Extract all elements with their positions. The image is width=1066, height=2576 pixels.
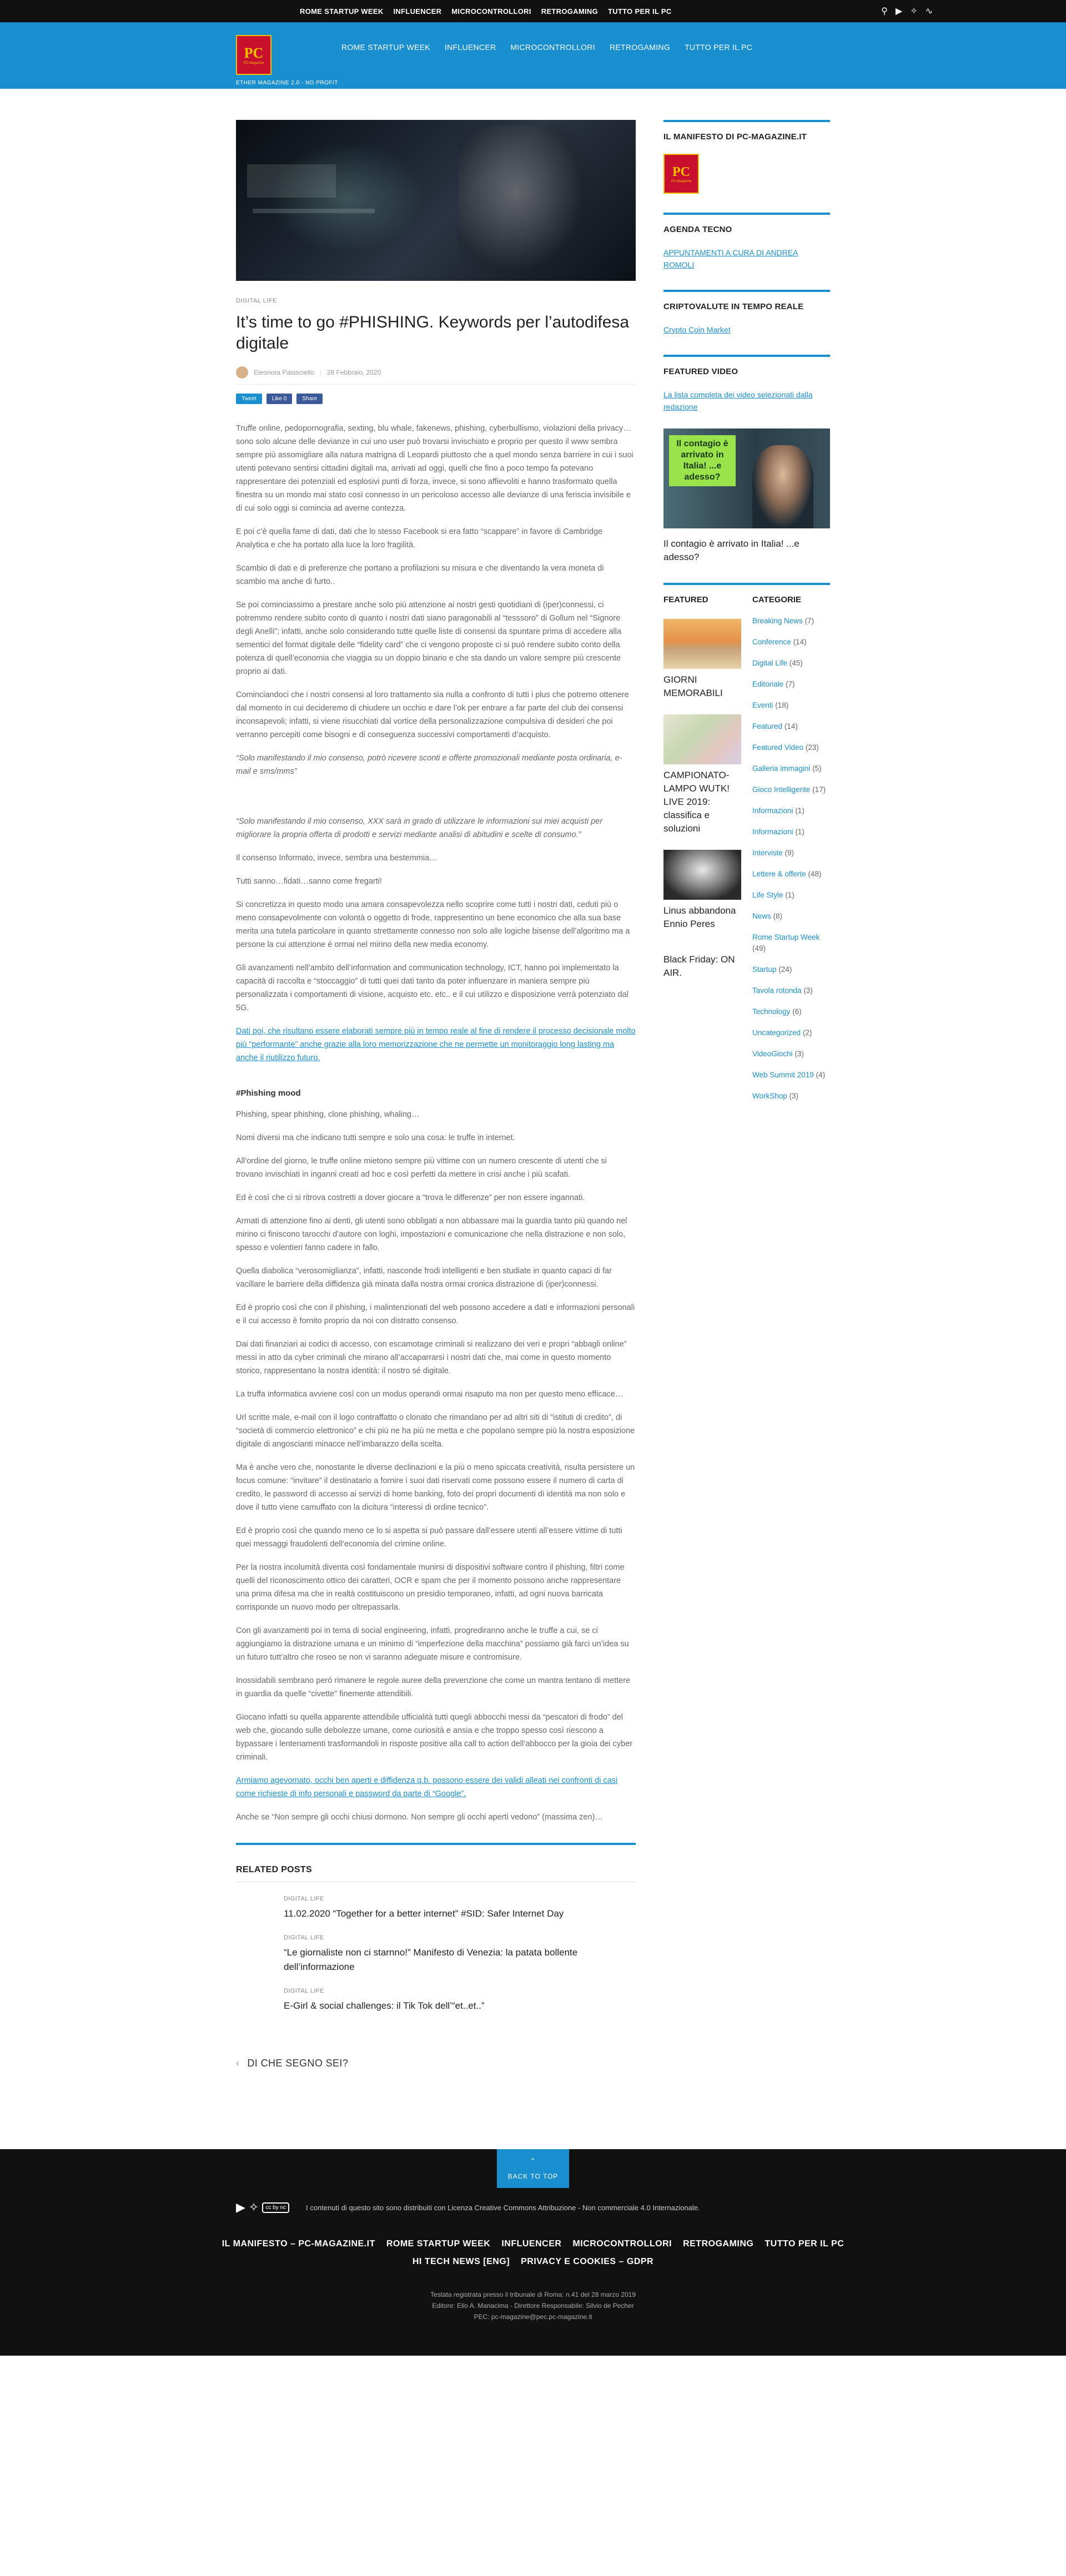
category-item[interactable] xyxy=(752,742,830,753)
category-item[interactable] xyxy=(752,964,830,975)
video-thumb-text: Il contagio è arrivato in Italia! ...e adesso? xyxy=(669,435,736,486)
category-count: (1) xyxy=(795,828,804,836)
rss-icon[interactable]: ∿ xyxy=(925,7,933,16)
main-nav-item[interactable]: MICROCONTROLLORI xyxy=(510,43,595,52)
footer-nav-item[interactable]: IL MANIFESTO – PC-MAGAZINE.IT xyxy=(222,2239,375,2249)
category-count: (18) xyxy=(775,701,789,709)
legal-info xyxy=(0,2289,1066,2322)
related-category[interactable]: DIGITAL LIFE xyxy=(284,1988,324,1994)
site-footer xyxy=(0,2149,1066,2356)
chevron-left-icon: ‹ xyxy=(236,2058,240,2069)
category-name[interactable]: Web Summit 2019 xyxy=(752,1071,814,1079)
footer-nav-item[interactable]: HI TECH NEWS [ENG] xyxy=(412,2257,510,2266)
widget-title: FEATURED xyxy=(663,595,708,604)
category-item[interactable] xyxy=(752,679,830,690)
category-item[interactable] xyxy=(752,911,830,922)
categories-column xyxy=(752,595,830,1112)
featured-title[interactable]: Black Friday: ON AIR. xyxy=(663,954,735,978)
category-count: (7) xyxy=(804,617,814,625)
footer-nav-item[interactable]: RETROGAMING xyxy=(683,2239,754,2249)
category-count: (4) xyxy=(816,1071,826,1079)
paragraph: Armati di attenzione fino ai denti, gli utenti sono obbligati a non abbassare mai la guardia tanto più quando nel mirino ci finiscono tarocchi d’autore con loghi, impostazioni e comunicazione che nella distrazione e non solo, spesso e volentieri fanno cadere in fallo. xyxy=(236,1217,627,1252)
category-name[interactable]: Rome Startup Week xyxy=(752,933,820,941)
inline-link[interactable]: Armiamo agevomato, occhi ben aperti e diffidenza q.b. possono essere dei validi alleati nei confronti di casi come richieste di info personali e password da parte di “Google”. xyxy=(236,1776,618,1798)
related-posts xyxy=(236,1865,636,2069)
category-count: (8) xyxy=(773,912,783,920)
widget-title: AGENDA TECNO xyxy=(663,225,732,234)
category-item[interactable] xyxy=(752,1027,830,1039)
featured-thumbnail[interactable] xyxy=(663,850,741,900)
youtube-icon[interactable]: ▶ xyxy=(236,2200,245,2214)
category-list xyxy=(752,616,830,1102)
paragraph: Scambio di dati e di preferenze che portano a profilazioni su misura e che diventando la vera moneta di scambio ma anche di furto.. xyxy=(236,564,604,586)
footer-nav-item[interactable]: MICROCONTROLLORI xyxy=(572,2239,672,2249)
featured-video-thumbnail[interactable] xyxy=(663,429,830,528)
crypto-widget xyxy=(663,290,830,336)
category-name[interactable]: Conference xyxy=(752,638,791,646)
category-name[interactable]: Featured xyxy=(752,722,783,730)
category-count: (23) xyxy=(805,743,819,752)
video-list-link[interactable]: La lista completa dei video selezionati dalla redazione xyxy=(663,390,813,411)
license-block xyxy=(236,2200,830,2215)
back-to-top-button[interactable] xyxy=(497,2149,569,2188)
paragraph: Dai dati finanziari ai codici di accesso, con escamotage criminali si realizzano dei veri e propri “abbagli online” messi in atto da cyber criminali che mirano all’accaparrarsi i nostri dati che, mai come in questo momento storico, rappresentano la nostra identità: il nostro sé digitale. xyxy=(236,1340,627,1375)
footer-nav xyxy=(0,2239,1066,2267)
category-name[interactable]: VideoGiochi xyxy=(752,1050,793,1058)
category-item[interactable] xyxy=(752,826,830,838)
category-name[interactable]: Gioco Intelligente xyxy=(752,785,811,794)
article-column xyxy=(236,120,636,2069)
paragraph: Ed è proprio così che con il phishing, i malintenzionati del web possono accedere a dati e informazioni personali e il cui accesso è fornito proprio da noi con distratto consenso. xyxy=(236,1303,635,1325)
license-text[interactable]: I contenuti di questo sito sono distribuiti con Licenza Creative Commons Attribuzione - Non commerciale 4.0 Internazionale. xyxy=(306,2203,700,2212)
site-tagline: ETHER MAGAZINE 2.0 - NO PROFIT xyxy=(236,80,338,86)
paragraph: Giocano infatti su quella apparente attendibile ufficialità tutti quegli abbocchi messi da “pescatori di frodo” del web che, giocando sulle debolezze umane, come curiosità e ansia e che troppo spesso così riescono a bypassare i lentenamenti trasformandoli in risposte positive alla call to action dell’abbocco per la gioia dei cyber criminali. xyxy=(236,1713,633,1762)
legal-line: PEC: pc-magazine@pec.pc-magazine.it xyxy=(474,2313,592,2321)
quote: “Solo manifestando il mio consenso, XXX sarà in grado di utilizzare le informazioni sui miei acquisti per migliorare la propria offerta di prodotti e servizi mediante analisi di abitudini e scelte di consumo.” xyxy=(236,817,603,839)
chevron-up-icon: ⌃ xyxy=(530,2157,536,2165)
category-name[interactable]: Informazioni xyxy=(752,828,793,836)
tweet-button[interactable]: Tweet xyxy=(236,394,262,404)
top-nav-item[interactable]: INFLUENCER xyxy=(393,7,442,16)
category-name[interactable]: WorkShop xyxy=(752,1092,787,1100)
top-icons xyxy=(881,6,933,17)
category-count: (49) xyxy=(752,944,766,952)
category-item[interactable] xyxy=(752,869,830,880)
main-nav-item[interactable]: TUTTO PER IL PC xyxy=(685,43,753,52)
category-count: (14) xyxy=(793,638,807,646)
related-category[interactable]: DIGITAL LIFE xyxy=(284,1896,324,1902)
category-count: (7) xyxy=(786,680,795,688)
paragraph: E poi c’è quella fame di dati, dati che lo stesso Facebook si era fatto “scappare” in favore di Cambridge Analytica e che ha portato alla luce la loro fragilità. xyxy=(236,527,603,550)
legal-line: Editore: Elio A. Mariacima - Direttore Responsabile: Silvio de Pecher xyxy=(432,2302,634,2310)
featured-video-title[interactable]: Il contagio è arrivato in Italia! ...e adesso? xyxy=(663,538,800,562)
top-bar xyxy=(0,0,1066,22)
related-heading: RELATED POSTS xyxy=(236,1865,636,1882)
paragraph: Il consenso Informato, invece, sembra una bestemmia… xyxy=(236,854,438,863)
category-name[interactable]: Eventi xyxy=(752,701,773,709)
footer-social-icons xyxy=(236,2200,289,2215)
category-item[interactable] xyxy=(752,721,830,732)
like-button[interactable]: Like 0 xyxy=(266,394,293,404)
category-item[interactable] xyxy=(752,700,830,711)
category-item[interactable] xyxy=(752,1070,830,1081)
paragraph: La truffa informatica avviene così con un modus operandi ormai risaputo ma non per questo meno efficace… xyxy=(236,1390,623,1399)
footer-nav-item[interactable]: TUTTO PER IL PC xyxy=(765,2239,844,2249)
category-count: (45) xyxy=(789,659,803,667)
related-item[interactable] xyxy=(284,1988,636,2013)
creative-commons-icon[interactable]: cc by nc xyxy=(262,2202,289,2213)
paragraph: Con gli avanzamenti poi in tema di social engineering, infatti, progrediranno anche le truffe a cui, se ci aggiungiamo la distrazione umana e un minimo di “imperfezione della macchina” possiamo già farci un’idea su un futuro tutt’altro che roseo se non vi saranno adeguate misure e contromisure. xyxy=(236,1626,629,1662)
top-nav-item[interactable]: TUTTO PER IL PC xyxy=(608,7,672,16)
sidebar xyxy=(663,120,830,2069)
paragraph: Quella diabolica “verosomiglianza”, infatti, nasconde frodi intelligenti e ben studiate in quanto capaci di far vacillare le barriere della diffidenza già minata dalla nostra ormai cronica distrazione di (iper)connessi. xyxy=(236,1267,612,1289)
category-count: (2) xyxy=(802,1029,812,1037)
top-nav-item[interactable]: MICROCONTROLLORI xyxy=(451,7,531,16)
video-widget xyxy=(663,355,830,564)
category-name[interactable]: Technology xyxy=(752,1007,791,1016)
paragraph: Ma è anche vero che, nonostante le diverse declinazioni e la più o meno spiccata creatività, risulta persistere un focus comune: “invitare” il destinatario a fornire i suoi dati riservati come possono essere il numero di carta di credito, le password di accesso ai servizi di home banking, foto dei propri documenti di identità ma non solo e dove il tutto viene camuffato con la dicitura “interessi di ordine tecnico”. xyxy=(236,1463,635,1512)
author-name[interactable]: Eleonora Palasciello xyxy=(254,369,314,376)
category-item[interactable] xyxy=(752,1006,830,1017)
category-count: (48) xyxy=(808,870,822,878)
top-nav-item[interactable]: RETROGAMING xyxy=(541,7,598,16)
legal-line: Testata registrata presso il tribunale di Roma: n.41 del 28 marzo 2019 xyxy=(430,2291,636,2298)
widget-title: CRIPTOVALUTE IN TEMPO REALE xyxy=(663,302,804,311)
article-hero-image xyxy=(236,120,636,281)
article-meta xyxy=(236,366,636,385)
top-nav-item[interactable]: ROME STARTUP WEEK xyxy=(300,7,384,16)
category-item[interactable] xyxy=(752,616,830,627)
category-name[interactable]: Galleria immagini xyxy=(752,764,811,773)
paragraph: Truffe online, pedopornografia, sexting, blu whale, fakenews, phishing, cyberbullismo, violazioni della privacy… sono solo alcune delle devianze in cui uno user può trovarsi invischiato e proprio per questo il www sembra sempre più assomigliare alla natura matrigna di Leopardi piuttosto che a quel mondo senza barriere in cui i suoi utenti potevano sentirsi cittadini digitali ma, arrivati ad oggi, quelli che fino a poco tempo fa potevano rappresentare dei potenziali ed esplosivi punti di forza, invece, si sono affievoliti e hanno trasformato quella finestra su un mondo mai stato così connesso in un pericoloso accesso alle devianze di una feriscia invisibile e di cui solo oggi si comincia ad averne contezza. xyxy=(236,424,633,513)
main-nav-item[interactable]: ROME STARTUP WEEK xyxy=(341,43,430,52)
category-name[interactable]: Startup xyxy=(752,965,777,974)
logo-text: PC xyxy=(244,45,264,61)
category-item[interactable] xyxy=(752,985,830,996)
category-count: (24) xyxy=(778,965,792,974)
category-item[interactable] xyxy=(752,637,830,648)
youtube-icon[interactable]: ▶ xyxy=(895,7,903,16)
main-nav-item[interactable]: INFLUENCER xyxy=(444,43,496,52)
related-item[interactable] xyxy=(284,1934,636,1974)
category-name[interactable]: Digital Life xyxy=(752,659,788,667)
article-body xyxy=(236,422,636,1824)
agenda-link[interactable]: APPUNTAMENTI A CURA DI ANDREA ROMOLI xyxy=(663,248,798,269)
category-count: (9) xyxy=(785,849,795,857)
logo-text: PC xyxy=(672,164,690,179)
category-count: (6) xyxy=(792,1007,802,1016)
share-button[interactable]: Share xyxy=(296,394,323,404)
category-item[interactable] xyxy=(752,890,830,901)
main-nav-item[interactable]: RETROGAMING xyxy=(609,43,671,52)
category-name[interactable]: Featured Video xyxy=(752,743,804,752)
category-name[interactable]: News xyxy=(752,912,771,920)
category-item[interactable] xyxy=(752,805,830,816)
category-name[interactable]: Tavola rotonda xyxy=(752,986,802,995)
category-item[interactable] xyxy=(752,784,830,795)
category-name[interactable]: Interviste xyxy=(752,849,783,857)
share-buttons xyxy=(236,394,636,404)
inline-link[interactable]: Dati poi, che risultano essere elaborati sempre più in tempo reale al fine di rendere il processo decisionale molto più “performante” anche grazie alla loro memorizzazione che ne permette un monitoraggio long lasting ma anche il riutilizzo futuro. xyxy=(236,1027,636,1062)
article-category[interactable]: DIGITAL LIFE xyxy=(236,298,277,304)
category-count: (1) xyxy=(785,891,795,899)
site-header xyxy=(0,22,1066,89)
category-count: (14) xyxy=(784,722,798,730)
paragraph: Tutti sanno…fidati…sanno come fregarti! xyxy=(236,877,383,886)
category-count: (3) xyxy=(795,1050,804,1058)
previous-post-link[interactable] xyxy=(236,2058,636,2069)
featured-column xyxy=(663,595,741,1112)
paragraph: Se poi cominciassimo a prestare anche solo più attenzione ai nostri gesti quotidiani di (iper)connessi, ci potremmo rendere subito conto di quanto i nostri dati siano paragonabili al “tesssoro” di Gollum nel “Signore degli Anelli”; infatti, anche solo considerando tutte quelle liste di consensi da spuntare prima di accedere alla sementici del format digitale delle “fidelity card” che ci vengono proposte ci si può rendere subito conto della potenza di quell’economia che viaggia su un doppio binario e che sta dando un valore sempre più crescente proprio ai dati. xyxy=(236,601,622,676)
paragraph: Per la nostra incolumità diventa così fondamentale munirsi di dispositivi software contro il phishing, filtri come quelli del riconoscimento ottico dei caratteri, OCR e spam che per il momento possono anche rappresentare una prima difesa ma che in realtà costituiscono un presidio temporaneo, infatti, ad ogni nuova barricata corrisponde un nuovo modo per oltrepassarla. xyxy=(236,1563,625,1612)
featured-title[interactable]: Linus abbandona Ennio Peres xyxy=(663,905,736,929)
quote: “Solo manifestando il mio consenso, potrò ricevere sconti e offerte promozionali mediante posta ordinaria, e-mail e sms/mms” xyxy=(236,754,622,776)
category-item[interactable] xyxy=(752,1048,830,1060)
category-item[interactable] xyxy=(752,763,830,774)
widget-title: CATEGORIE xyxy=(752,595,802,604)
related-category[interactable]: DIGITAL LIFE xyxy=(284,1934,324,1941)
featured-and-categories xyxy=(663,583,830,1112)
related-title[interactable]: “Le giornaliste non ci starnno!” Manifesto di Venezia: la patata bollente dell’informazione xyxy=(284,1947,578,1972)
paragraph: Cominciandoci che i nostri consensi al loro trattamento sia nulla a confronto di tutti i plus che potremo ottenere dal momento in cui decideremo di chiudere un occhio e dare l’ok per entrare a far parte del club dei consensi inconsapevoli; infatti, si viene risucchiati dal vortice della personalizzazione compulsiva di desideri che poi verranno percepiti come bisogni e di conseguenza successivi comportamenti d’acquisto. xyxy=(236,690,629,739)
related-title[interactable]: E-Girl & social challenges: il Tik Tok dell’“et..et..” xyxy=(284,2000,485,2011)
featured-thumbnail[interactable] xyxy=(663,714,741,764)
meta-separator: | xyxy=(319,369,321,376)
footer-nav-item[interactable]: PRIVACY E COOKIES – GDPR xyxy=(521,2257,654,2266)
category-name[interactable]: Uncategorized xyxy=(752,1029,801,1037)
paragraph: Inossidabili sembrano però rimanere le regole auree della prevenzione che come un mantra tentano di mettere in guardia da quelle “civette” finemente attendibili. xyxy=(236,1676,631,1698)
twitter-icon[interactable]: ✧ xyxy=(248,2200,259,2214)
top-nav xyxy=(300,7,672,16)
widget-title: FEATURED VIDEO xyxy=(663,367,738,376)
paragraph: Phishing, spear phishing, clone phishing, whaling… xyxy=(236,1110,420,1119)
category-count: (5) xyxy=(812,764,822,773)
related-title[interactable]: 11.02.2020 “Together for a better internet” #SID: Safer Internet Day xyxy=(284,1908,564,1919)
manifesto-logo[interactable] xyxy=(663,154,699,194)
footer-nav-item[interactable]: INFLUENCER xyxy=(501,2239,562,2249)
paragraph: Si concretizza in questo modo una amara consapevolezza nello scoprire come tutti i nostri dati, ceduti più o meno consapevolmente con volontà o oggetto di frode, rappresentino un bene economico che alla sua base merita una tutela particolare in quanto strettamente connesso non solo alle logiche bisense dell’algoritmo ma a persone la cui attenzione è ormai nel mirino della new media economy. xyxy=(236,900,630,949)
article-divider xyxy=(236,1843,636,1845)
paragraph: Url scritte male, e-mail con il logo contraffatto o clonato che rimandano per ad altri siti di “istituti di credito”, di “società di commercio elettronico” e chi più ne ha più ne metta e che popolano sempre più la nostra esposizione digitale di angoscianti minacce nell’imbarazzo della scelta. xyxy=(236,1413,635,1449)
logo-subtext: PC-Magazine xyxy=(671,179,692,183)
logo-subtext: PC-Magazine xyxy=(243,62,264,65)
featured-title[interactable]: CAMPIONATO-LAMPO WUTK! LIVE 2019: classifica e soluzioni xyxy=(663,770,730,834)
search-icon[interactable]: ⚲ xyxy=(881,7,888,16)
previous-post-title[interactable]: DI CHE SEGNO SEI? xyxy=(247,2058,349,2069)
manifesto-widget xyxy=(663,120,830,194)
footer-nav-item[interactable]: ROME STARTUP WEEK xyxy=(386,2239,491,2249)
category-count: (17) xyxy=(812,785,826,794)
category-count: (1) xyxy=(795,806,804,815)
agenda-widget xyxy=(663,213,830,271)
author-avatar xyxy=(236,366,248,379)
paragraph: Anche se “Non sempre gli occhi chiusi dormono. Non sempre gli occhi aperti vedono” (massima zen)… xyxy=(236,1813,603,1822)
featured-title[interactable]: GIORNI MEMORABILI xyxy=(663,674,723,698)
category-item[interactable] xyxy=(752,932,830,954)
category-item[interactable] xyxy=(752,658,830,669)
paragraph: Ed è proprio così che quando meno ce lo si aspetta si può passare dall’essere utenti all’essere vittime di tutti quei messaggi fraudolenti dell’economia del crimine online. xyxy=(236,1526,622,1549)
paragraph: Ed è così che ci si ritrova costretti a dover giocare a “trova le differenze” per non essere ingannati. xyxy=(236,1193,585,1202)
crypto-link[interactable]: Crypto Coin Market xyxy=(663,325,731,334)
category-name[interactable]: Lettere & offerte xyxy=(752,870,806,878)
category-name[interactable]: Editoriale xyxy=(752,680,784,688)
article-date: 28 Febbraio, 2020 xyxy=(326,369,381,376)
twitter-icon[interactable]: ✧ xyxy=(910,7,918,16)
category-name[interactable]: Breaking News xyxy=(752,617,803,625)
category-count: (3) xyxy=(803,986,813,995)
article-title: It’s time to go #PHISHING. Keywords per l’autodifesa digitale xyxy=(236,313,630,352)
section-heading: #Phishing mood xyxy=(236,1088,301,1098)
paragraph: Nomi diversi ma che indicano tutti sempre e solo una cosa: le truffe in internet. xyxy=(236,1133,515,1142)
widget-title: IL MANIFESTO DI PC-MAGAZINE.IT xyxy=(663,132,807,142)
category-name[interactable]: Informazioni xyxy=(752,806,793,815)
paragraph: Gli avanzamenti nell’ambito dell’information and communication technology, ICT, hanno poi implementato la capacità di raccolta e “stoccaggio” di tutti quei dati tanto da poter influenzare in maniera sempre più personalizzata i comportamenti di visione, acquisto etc. etc.. e il cui utilizzo e disposizione verrà potenziato dal 5G. xyxy=(236,964,628,1012)
featured-thumbnail[interactable] xyxy=(663,619,741,669)
back-to-top-label: BACK TO TOP xyxy=(507,2172,559,2180)
main-nav xyxy=(341,43,752,52)
paragraph: All’ordine del giorno, le truffe online mietono sempre più vittime con un numero crescente di utenti che si trovano invischiati in inganni creati ad hoc e così perfetti da mettere in crisi anche i più scafati. xyxy=(236,1157,607,1179)
category-item[interactable] xyxy=(752,848,830,859)
category-item[interactable] xyxy=(752,1091,830,1102)
related-item[interactable] xyxy=(284,1896,636,1921)
category-name[interactable]: Life Style xyxy=(752,891,783,899)
site-logo[interactable] xyxy=(236,35,271,75)
category-count: (3) xyxy=(789,1092,799,1100)
